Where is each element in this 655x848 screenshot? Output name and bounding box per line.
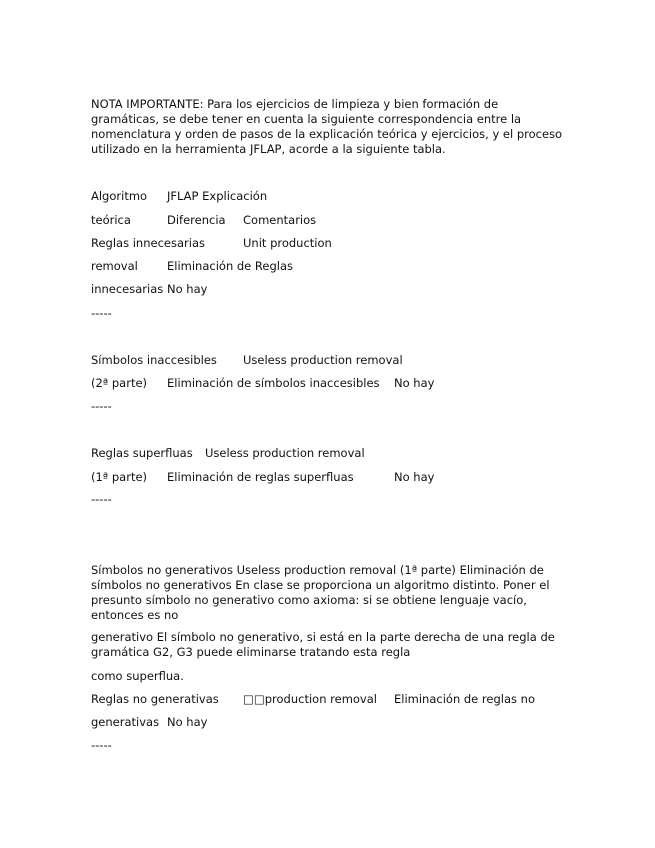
row3-algorithm: Reglas superfluas (91, 446, 193, 460)
row3-difference: No hay (394, 470, 435, 484)
header-comments: Comentarios (243, 213, 317, 227)
row5-difference: No hay (167, 715, 208, 729)
row5-explanation-cont: generativas (91, 715, 160, 729)
important-note: NOTA IMPORTANTE: Para los ejercicios de limpieza y bien formación de gramáticas, se debe tener en cuenta la siguiente correspondencia entre la nomenclatura y orden de pasos de la explicación teórica y ejercicios, y el proceso utilizado en la herramienta JFLAP, acorde a la siguiente tabla. (91, 97, 563, 156)
row5-separator: ----- (91, 738, 112, 752)
row1-explanation: Eliminación de Reglas (167, 259, 294, 273)
header-jflap-explanation: JFLAP Explicación (167, 189, 268, 203)
row1-jflap: Unit production (243, 236, 332, 250)
row5-jflap: □□production removal (243, 692, 377, 706)
row1-separator: ----- (91, 306, 112, 320)
row2-algorithm: Símbolos inaccesibles (91, 353, 217, 367)
row2-difference: No hay (394, 376, 435, 390)
row3-explanation: Eliminación de reglas superfluas (167, 470, 354, 484)
row2-separator: ----- (91, 399, 112, 413)
row1-explanation-cont: innecesarias (91, 282, 164, 296)
row5-explanation: Eliminación de reglas no (394, 692, 535, 706)
header-algorithm: Algoritmo (91, 189, 148, 203)
row3-jflap-part: (1ª parte) (91, 470, 148, 484)
row2-jflap-part: (2ª parte) (91, 376, 148, 390)
header-difference: Diferencia (167, 213, 226, 227)
row4-paragraph: Símbolos no generativos Useless production removal (1ª parte) Eliminación de símbolos no generativos En clase se proporciona un algoritmo distinto. Poner el presunto símbolo no generativo como axioma: si se obtiene lenguaje vacío, entonces es no (91, 563, 550, 622)
row1-difference: No hay (167, 282, 208, 296)
row3-separator: ----- (91, 492, 112, 506)
row1-algorithm: Reglas innecesarias (91, 236, 205, 250)
row1-jflap-cont: removal (91, 259, 138, 273)
row4-comment-end: como superflua. (91, 669, 184, 683)
row4-comment: generativo El símbolo no generativo, si está en la parte derecha de una regla de gramática G2, G3 puede eliminarse tratando esta regla (91, 630, 555, 659)
row2-jflap: Useless production removal (243, 353, 403, 367)
row2-explanation: Eliminación de símbolos inaccesibles (167, 376, 380, 390)
row5-algorithm: Reglas no generativas (91, 692, 219, 706)
header-theoretical: teórica (91, 213, 131, 227)
row3-jflap: Useless production removal (205, 446, 365, 460)
